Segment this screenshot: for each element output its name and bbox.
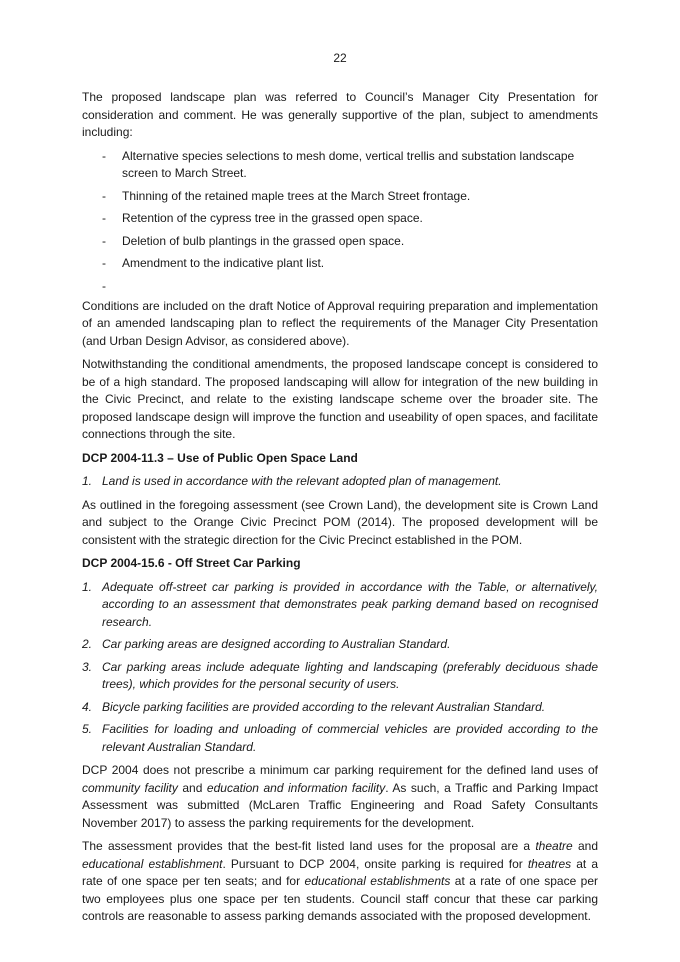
list-item: - Retention of the cypress tree in the grassed open space.	[82, 210, 598, 228]
dash-bullet: -	[102, 188, 106, 203]
open-space-controls-list	[82, 473, 598, 491]
dash-bullet: -	[102, 233, 106, 248]
list-item: 5. Facilities for loading and unloading of commercial vehicles are provided according to the relevant Australian Standard.	[82, 722, 598, 754]
list-item: - Deletion of bulb plantings in the grassed open space.	[82, 233, 598, 251]
list-item: 1. Land is used in accordance with the relevant adopted plan of management.	[82, 474, 502, 488]
car-parking-controls-list	[82, 579, 598, 757]
dash-bullet: -	[102, 278, 106, 293]
list-item: 4. Bicycle parking facilities are provided according to the relevant Australian Standard.	[82, 699, 546, 714]
paragraph-parking-requirement: DCP 2004 does not prescribe a minimum car parking requirement for the defined land uses of community facility and education and information facility. As such, a Traffic and Parking Impact Assessment was submitted (McLaren Traffic Engineering and Road Safety Consultants November 2017) to assess the parking requirements for the development.	[82, 763, 598, 830]
dash-bullet: -	[102, 148, 106, 163]
amendments-list	[82, 148, 598, 293]
dash-bullet: -	[102, 211, 106, 225]
list-item: - Thinning of the retained maple trees at the March Street frontage.	[82, 188, 598, 206]
page-content	[82, 89, 598, 932]
list-item: 1. Adequate off-street car parking is provided in accordance with the Table, or alternatively, according to an assessment that demonstrates peak parking demand based on recognised research.	[82, 579, 598, 629]
list-item: 2. Car parking areas are designed according to Australian Standard.	[82, 637, 451, 651]
list-item	[82, 278, 598, 293]
list-item: - Amendment to the indicative plant list.	[82, 255, 598, 273]
paragraph-crown-land: As outlined in the foregoing assessment (see Crown Land), the development site is Crown Land and subject to the Orange Civic Precinct POM (2014). The proposed development will be consistent with the strategic direction for the Civic Precinct established in the POM.	[82, 497, 598, 547]
dash-bullet: -	[102, 256, 106, 270]
paragraph-landscape-referral: The proposed landscape plan was referred to Council’s Manager City Presentation for consideration and comment. He was generally supportive of the plan, subject to amendments including:	[82, 90, 598, 139]
list-item: 3. Car parking areas include adequate lighting and landscaping (preferably deciduous shade trees), which provides for the personal security of users.	[82, 659, 598, 691]
list-item: - Alternative species selections to mesh dome, vertical trellis and substation landscape screen to March Street.	[102, 148, 575, 180]
heading-open-space: DCP 2004-11.3 – Use of Public Open Space Land	[82, 450, 358, 465]
paragraph-parking-assessment: The assessment provides that the best-fit listed land uses for the proposal are a theatre and educational establishment. Pursuant to DCP 2004, onsite parking is required for theatres at a rate of one space per ten seats; and for educational establishments at a rate of one space per two employees plus one space per ten students. Council staff concur that these car parking controls are reasonable to assess parking demands associated with the proposed development.	[82, 839, 598, 923]
paragraph-landscape-concept: Notwithstanding the conditional amendments, the proposed landscape concept is considered to be of a high standard. The proposed landscaping will allow for integration of the new building in the Civic Precinct, and relate to the existing landscape scheme over the broader site. The proposed landscape design will improve the function and useability of open spaces, and facilitate connections through the site.	[82, 357, 598, 441]
page-number: 22	[333, 51, 347, 65]
paragraph-conditions: Conditions are included on the draft Notice of Approval requiring preparation and implementation of an amended landscaping plan to reflect the requirements of the Manager City Presentation (and Urban Design Advisor, as considered above).	[82, 298, 598, 348]
heading-car-parking: DCP 2004-15.6 - Off Street Car Parking	[82, 556, 301, 570]
